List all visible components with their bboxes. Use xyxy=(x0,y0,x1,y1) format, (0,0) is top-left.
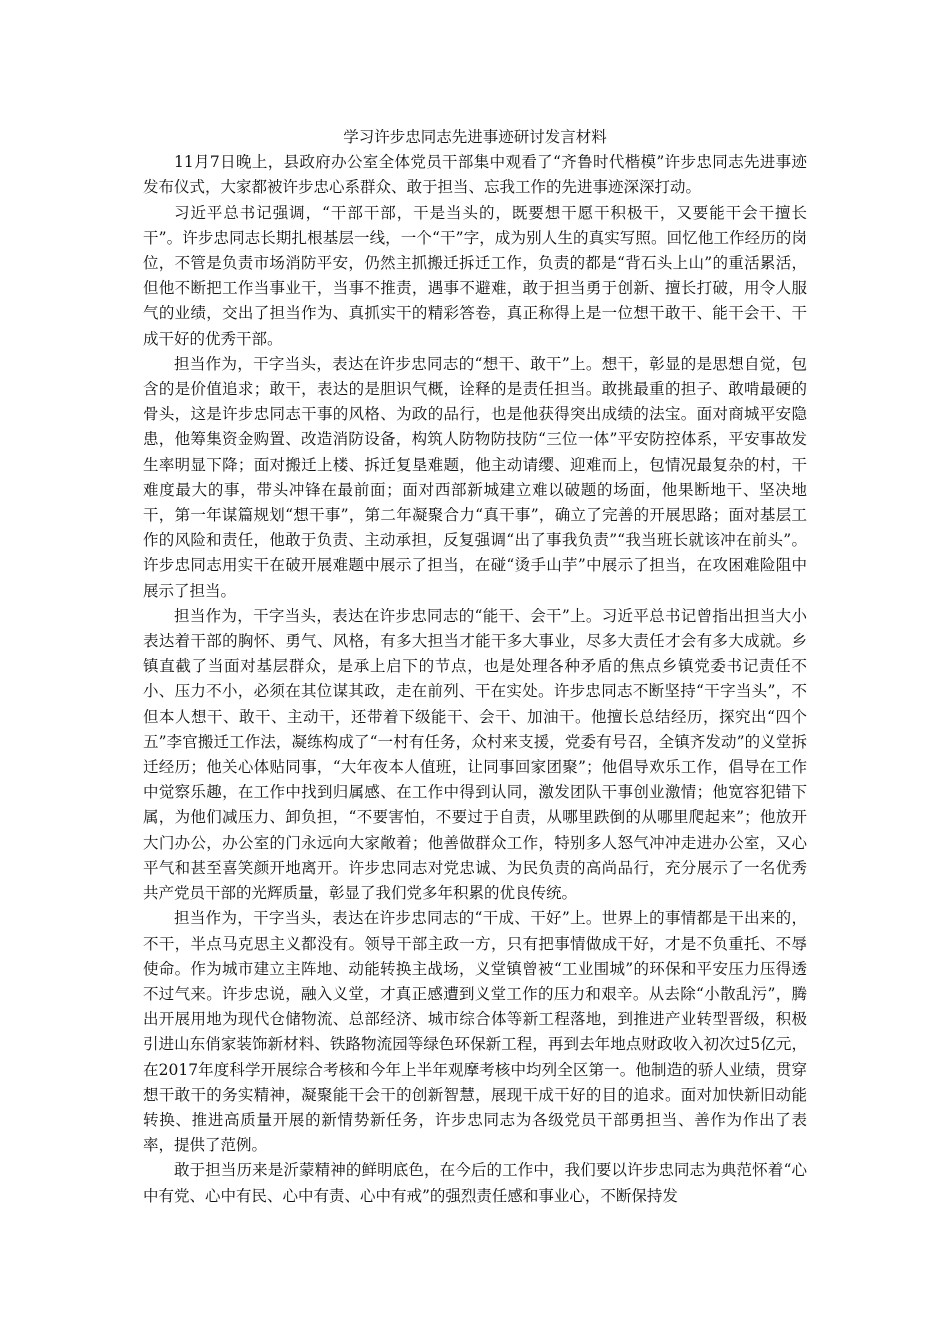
document-body xyxy=(143,125,807,1209)
paragraph-intro: 11月7日晚上，县政府办公室全体党员干部集中观看了“齐鲁时代楷模”许步忠同志先进事迹发布仪式，大家都被许步忠心系群众、敢于担当、忘我工作的先进事迹深深打动。 xyxy=(143,153,807,197)
paragraph-willing-dare: 担当作为，干字当头，表达在许步忠同志的“想干、敢干”上。想干，彰显的是思想自觉，包含的是价值追求；敢干，表达的是胆识气概，诠释的是责任担当。敢挑最重的担子、敢啃最硬的骨头，这是许步忠同志干事的风格、为政的品行，也是他获得突出成绩的法宝。面对商城平安隐患，他筹集资金购置、改造消防设备，构筑人防物防技防“三位一体”平安防控体系，平安事故发生率明显下降；面对搬迁上楼、拆迁复垦难题，他主动请缨、迎难而上，包情况最复杂的村，干难度最大的事，带头冲锋在最前面；面对西部新城建立难以破题的场面，他果断地干、坚决地干，第一年谋篇规划“想干事”，第二年凝聚合力“真干事”，确立了完善的开展思路；面对基层工作的风险和责任，他敢于负责、主动承担，反复强调“出了事我负责”“我当班长就该冲在前头”。许步忠同志用实干在破开展难题中展示了担当，在碰“烫手山芋”中展示了担当，在攻困难险阻中展示了担当。 xyxy=(143,354,807,600)
paragraph-quote: 习近平总书记强调，“干部干部，干是当头的，既要想干愿干积极干，又要能干会干擅长干”。许步忠同志长期扎根基层一线，一个“干”字，成为别人生的真实写照。回忆他工作经历的岗位，不管是负责市场消防平安，仍然主抓搬迁拆迁工作，负责的都是“背石头上山”的重活累活，但他不断把工作当事业干，当事不推责，遇事不避难，敢于担当勇于创新、擅长打破，用令人服气的业绩，交出了担当作为、真抓实干的精彩答卷，真正称得上是一位想干敢干、能干会干、干成干好的优秀干部。 xyxy=(143,203,807,348)
paragraph-accomplish: 担当作为，干字当头，表达在许步忠同志的“干成、干好”上。世界上的事情都是干出来的，不干，半点马克思主义都没有。领导干部主政一方，只有把事情做成干好，才是不负重托、不辱使命。作为城市建立主阵地、动能转换主战场，义堂镇曾被“工业围城”的环保和平安压力压得透不过气来。许步忠说，融入义堂，才真正感遭到义堂工作的压力和艰辛。从去除“小散乱污”，腾出开展用地为现代仓储物流、总部经济、城市综合体等新工程落地，到推进产业转型晋级，积极引进山东俏家装饰新材料、铁路物流园等绿色环保新工程，再到去年地点财政收入初次过5亿元，在2017年度科学开展综合考核和今年上半年观摩考核中均列全区第一。他制造的骄人业绩，贯穿想干敢干的务实精神，凝聚能干会干的创新智慧，展现干成干好的目的追求。面对加快新旧动能转换、推进高质量开展的新情势新任务，许步忠同志为各级党员干部勇担当、善作为作出了表率，提供了范例。 xyxy=(143,909,807,1155)
paragraph-conclusion: 敢于担当历来是沂蒙精神的鲜明底色，在今后的工作中，我们要以许步忠同志为典范怀着“心中有党、心中有民、心中有责、心中有戒”的强烈责任感和事业心，不断保持发 xyxy=(143,1161,807,1205)
paragraph-able-skilled: 担当作为，干字当头，表达在许步忠同志的“能干、会干”上。习近平总书记曾指出担当大小表达着干部的胸怀、勇气、风格，有多大担当才能干多大事业，尽多大责任才会有多大成就。乡镇直截了当面对基层群众，是承上启下的节点，也是处理各种矛盾的焦点乡镇党委书记责任不小、压力不小，必须在其位谋其政，走在前列、干在实处。许步忠同志不断坚持“干字当头”，不但本人想干、敢干、主动干，还带着下级能干、会干、加油干。他擅长总结经历，探究出“四个五”李官搬迁工作法，凝练构成了“一村有任务，众村来支援，党委有号召，全镇齐发动”的义堂拆迁经历；他关心体贴同事，“大年夜本人值班，让同事回家团聚”；他倡导欢乐工作，倡导在工作中觉察乐趣，在工作中找到归属感、在工作中得到认同，激发团队干事创业激情；他宽容犯错下属，为他们减压力、卸负担，“不要害怕，不要过于自责，从哪里跌倒的从哪里爬起来”；他放开大门办公，办公室的门永远向大家敞着；他善做群众工作，特别多人怒气冲冲走进办公室，又心平气和甚至喜笑颜开地离开。许步忠同志对党忠诚、为民负责的高尚品行，充分展示了一名优秀共产党员干部的光辉质量，彰显了我们党多年积累的优良传统。 xyxy=(143,606,807,903)
document-title: 学习许步忠同志先进事迹研讨发言材料 xyxy=(343,128,607,146)
